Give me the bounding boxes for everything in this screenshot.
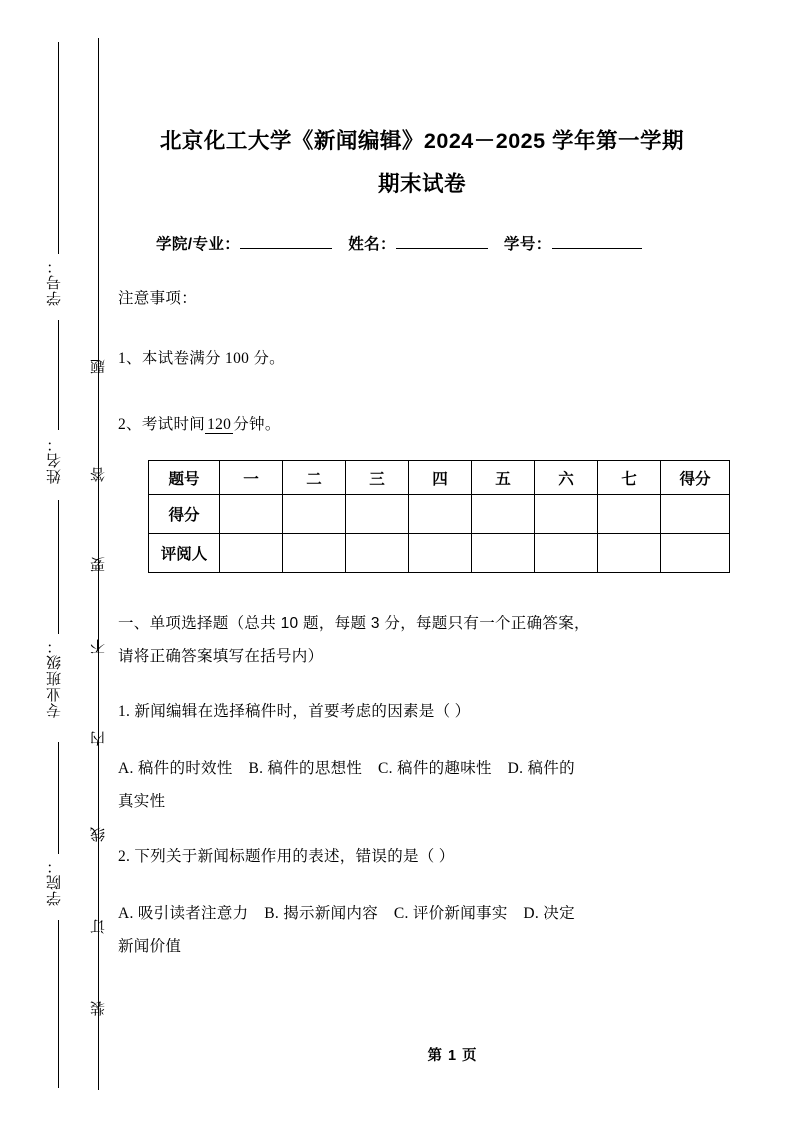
row-label-score: 得分 bbox=[149, 495, 220, 534]
label-department: 学院/专业： bbox=[156, 236, 241, 253]
grader-cell[interactable] bbox=[472, 534, 535, 573]
margin-label-department: 学院： bbox=[47, 858, 63, 906]
table-header-cell: 七 bbox=[598, 461, 661, 495]
binding-rule-segment bbox=[58, 500, 59, 634]
seal-char-bu: 不 bbox=[90, 638, 107, 654]
notice-heading: 注意事项： bbox=[118, 290, 198, 307]
table-header-cell: 得分 bbox=[661, 461, 730, 495]
seal-char-da: 答 bbox=[90, 466, 107, 482]
grader-cell[interactable] bbox=[220, 534, 283, 573]
title-line-2: 期末试卷 bbox=[377, 172, 466, 196]
grader-cell[interactable] bbox=[283, 534, 346, 573]
score-cell[interactable] bbox=[220, 495, 283, 534]
score-cell-total[interactable] bbox=[661, 495, 730, 534]
notice-item-1: 1、本试卷满分 100 分。 bbox=[118, 350, 285, 367]
row-label-grader: 评阅人 bbox=[149, 534, 220, 573]
section-one-heading-cont: 请将正确答案填写在括号内） bbox=[118, 648, 324, 665]
margin-label-name: 姓名： bbox=[47, 436, 63, 484]
question-1-stem: 1. 新闻编辑在选择稿件时，首要考虑的因素是（ ） bbox=[118, 703, 471, 720]
score-cell[interactable] bbox=[598, 495, 661, 534]
binding-rule-segment bbox=[58, 320, 59, 430]
table-header-cell: 四 bbox=[409, 461, 472, 495]
grader-cell[interactable] bbox=[598, 534, 661, 573]
grader-cell[interactable] bbox=[409, 534, 472, 573]
exam-duration-value: 120 bbox=[207, 416, 232, 433]
section-one-heading: 一、单项选择题（总共 10 题，每题 3 分，每题只有一个正确答案， bbox=[118, 615, 590, 632]
question-1-options: A. 稿件的时效性 B. 稿件的思想性 C. 稿件的趣味性 D. 稿件的 bbox=[118, 760, 575, 777]
title-line-1: 北京化工大学《新闻编辑》2024－2025 学年第一学期 bbox=[159, 129, 685, 153]
seal-char-ding: 订 bbox=[90, 918, 107, 934]
document-body bbox=[112, 0, 793, 1122]
notice-item-2 bbox=[118, 408, 718, 441]
seal-char-zhuang: 装 bbox=[90, 1000, 107, 1016]
score-cell[interactable] bbox=[283, 495, 346, 534]
table-header-cell: 一 bbox=[220, 461, 283, 495]
table-header-cell: 二 bbox=[283, 461, 346, 495]
question-2-options: A. 吸引读者注意力 B. 揭示新闻内容 C. 评价新闻事实 D. 决定 bbox=[118, 905, 575, 922]
blank-name[interactable] bbox=[396, 233, 488, 249]
blank-student-id[interactable] bbox=[552, 233, 642, 249]
grader-cell[interactable] bbox=[535, 534, 598, 573]
margin-label-class: 专业班级： bbox=[47, 638, 63, 718]
binding-margin bbox=[0, 0, 112, 1122]
binding-rule-segment bbox=[58, 920, 59, 1088]
seal-char-yao: 要 bbox=[90, 556, 107, 572]
page-title bbox=[122, 120, 722, 206]
score-table bbox=[148, 460, 730, 573]
page-footer: 第 1 页 bbox=[427, 1048, 478, 1064]
student-info-line bbox=[156, 232, 642, 254]
seal-char-nei: 内 bbox=[90, 730, 107, 746]
grader-cell[interactable] bbox=[346, 534, 409, 573]
table-header-cell: 题号 bbox=[149, 461, 220, 495]
table-header-cell: 六 bbox=[535, 461, 598, 495]
table-header-cell: 三 bbox=[346, 461, 409, 495]
question-1-options-cont: 真实性 bbox=[118, 793, 166, 810]
score-cell[interactable] bbox=[535, 495, 598, 534]
seal-char-ti: 题 bbox=[90, 358, 107, 374]
score-cell[interactable] bbox=[472, 495, 535, 534]
label-student-id: 学号： bbox=[503, 236, 552, 253]
question-2-stem: 2. 下列关于新闻标题作用的表述，错误的是（ ） bbox=[118, 848, 455, 865]
binding-rule-segment bbox=[58, 742, 59, 854]
question-2-options-cont: 新闻价值 bbox=[118, 938, 182, 955]
table-row bbox=[149, 534, 730, 573]
grader-cell-total[interactable] bbox=[661, 534, 730, 573]
seal-char-xian: 线 bbox=[90, 826, 107, 842]
table-row bbox=[149, 495, 730, 534]
margin-label-student-id: 学号： bbox=[47, 258, 63, 306]
score-cell[interactable] bbox=[409, 495, 472, 534]
table-row-header bbox=[149, 461, 730, 495]
notice-item-2-suffix: 分钟。 bbox=[233, 416, 281, 433]
blank-department[interactable] bbox=[240, 233, 332, 249]
score-cell[interactable] bbox=[346, 495, 409, 534]
table-header-cell: 五 bbox=[472, 461, 535, 495]
notice-item-2-prefix: 2、考试时间 bbox=[118, 416, 206, 433]
binding-rule-segment bbox=[58, 42, 59, 254]
label-name: 姓名： bbox=[348, 236, 396, 253]
